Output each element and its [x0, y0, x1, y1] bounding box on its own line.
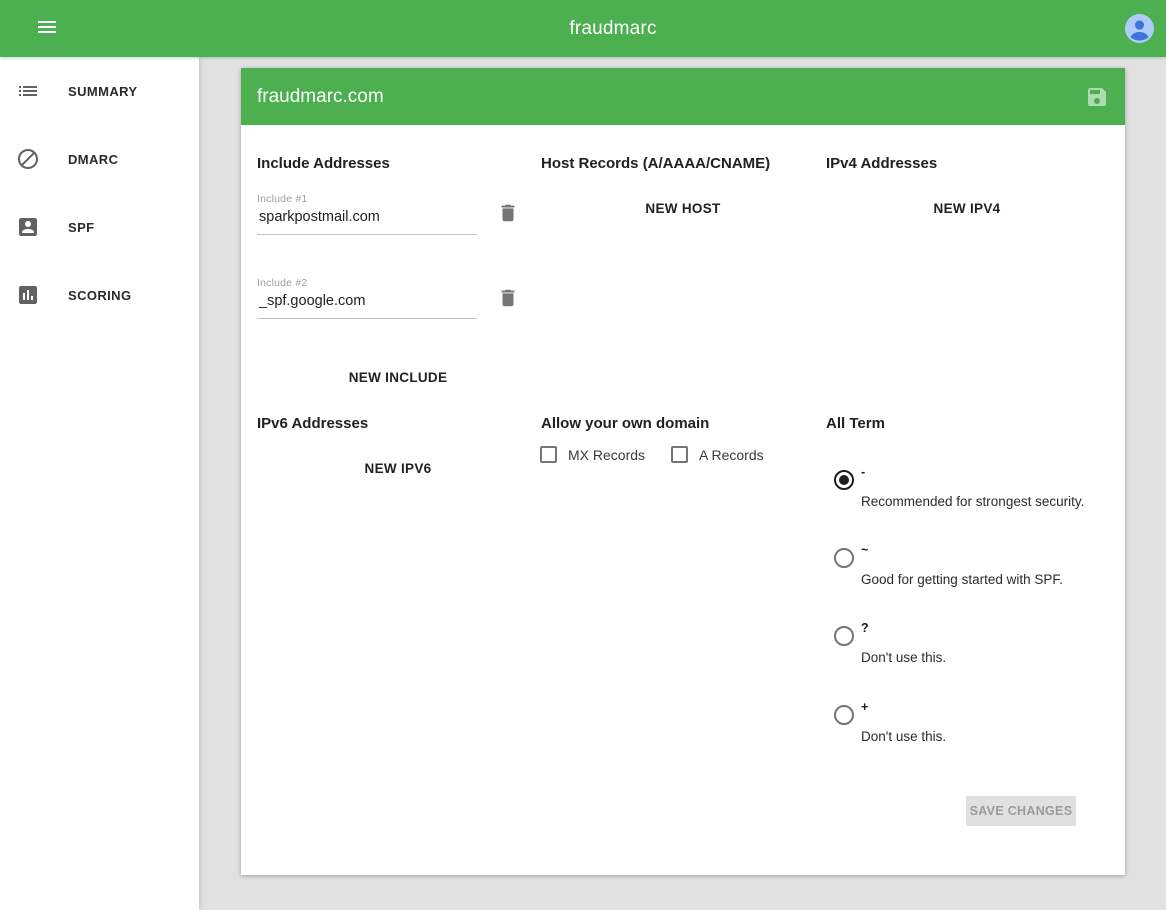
new-ipv6-button[interactable]: NEW IPV6 [355, 450, 442, 486]
all-term-option-fail[interactable] [834, 465, 1124, 522]
include-1-field [257, 193, 477, 235]
domain-card [241, 68, 1125, 875]
include-2-input[interactable] [257, 289, 477, 319]
ipv6-addresses-title: IPv6 Addresses [257, 415, 369, 432]
save-floppy-icon [1085, 97, 1109, 112]
all-term-option-softfail[interactable] [834, 543, 1124, 600]
account-button[interactable] [1125, 14, 1154, 43]
sidebar-item-label: SPF [68, 219, 95, 235]
trash-icon [497, 212, 519, 227]
include-2-field [257, 277, 477, 319]
bar-chart-icon [16, 283, 40, 307]
a-records-option[interactable] [671, 446, 764, 463]
new-ipv4-button[interactable]: NEW IPV4 [924, 190, 1011, 226]
sidebar [0, 57, 199, 910]
save-record-button[interactable] [1085, 85, 1109, 109]
host-records-title: Host Records (A/AAAA/CNAME) [541, 155, 771, 172]
radio-button-selected[interactable] [834, 470, 854, 490]
avatar-icon [1125, 31, 1154, 46]
app-title: fraudmarc [569, 17, 657, 39]
all-term-option-pass[interactable] [834, 700, 1124, 757]
app-bar [0, 0, 1166, 57]
new-include-button[interactable]: NEW INCLUDE [339, 359, 458, 395]
include-1-label: Include #1 [257, 193, 308, 205]
sidebar-item-spf[interactable] [0, 193, 199, 261]
a-records-checkbox[interactable] [671, 446, 688, 463]
sidebar-item-label: DMARC [68, 151, 119, 167]
list-icon [16, 79, 40, 103]
domain-title: fraudmarc.com [257, 85, 384, 107]
trash-icon [497, 297, 519, 312]
delete-include-2-button[interactable] [494, 285, 522, 313]
sidebar-item-label: SCORING [68, 287, 132, 303]
delete-include-1-button[interactable] [494, 200, 522, 228]
radio-button[interactable] [834, 548, 854, 568]
mx-records-checkbox[interactable] [540, 446, 557, 463]
radio-button[interactable] [834, 705, 854, 725]
term-symbol: + [861, 700, 869, 714]
allow-own-domain-title: Allow your own domain [541, 415, 710, 432]
menu-button[interactable] [23, 5, 71, 53]
sidebar-item-scoring[interactable] [0, 261, 199, 329]
all-term-title: All Term [826, 415, 885, 432]
include-1-input[interactable] [257, 205, 477, 235]
include-2-label: Include #2 [257, 277, 308, 289]
sidebar-item-summary[interactable] [0, 57, 199, 125]
mx-records-option[interactable] [540, 446, 645, 463]
domain-card-body [241, 125, 1125, 875]
domain-card-header [241, 68, 1125, 125]
term-description: Don't use this. [861, 729, 947, 744]
block-icon [16, 147, 40, 171]
term-symbol: - [861, 465, 866, 479]
own-domain-checkboxes [540, 446, 764, 463]
account-box-icon [16, 215, 40, 239]
sidebar-item-label: SUMMARY [68, 83, 138, 99]
new-host-button[interactable]: NEW HOST [635, 190, 730, 226]
hamburger-menu-icon [35, 15, 59, 42]
save-changes-button[interactable]: SAVE CHANGES [966, 796, 1076, 826]
term-description: Good for getting started with SPF. [861, 572, 1063, 587]
term-description: Don't use this. [861, 650, 947, 665]
ipv4-addresses-title: IPv4 Addresses [826, 155, 938, 172]
include-addresses-title: Include Addresses [257, 155, 390, 172]
term-description: Recommended for strongest security. [861, 494, 1085, 509]
a-records-label: A Records [699, 446, 764, 463]
all-term-option-neutral[interactable] [834, 621, 1124, 678]
term-symbol: ~ [861, 543, 869, 557]
mx-records-label: MX Records [568, 446, 646, 463]
sidebar-item-dmarc[interactable] [0, 125, 199, 193]
term-symbol: ? [861, 621, 869, 635]
radio-button[interactable] [834, 626, 854, 646]
